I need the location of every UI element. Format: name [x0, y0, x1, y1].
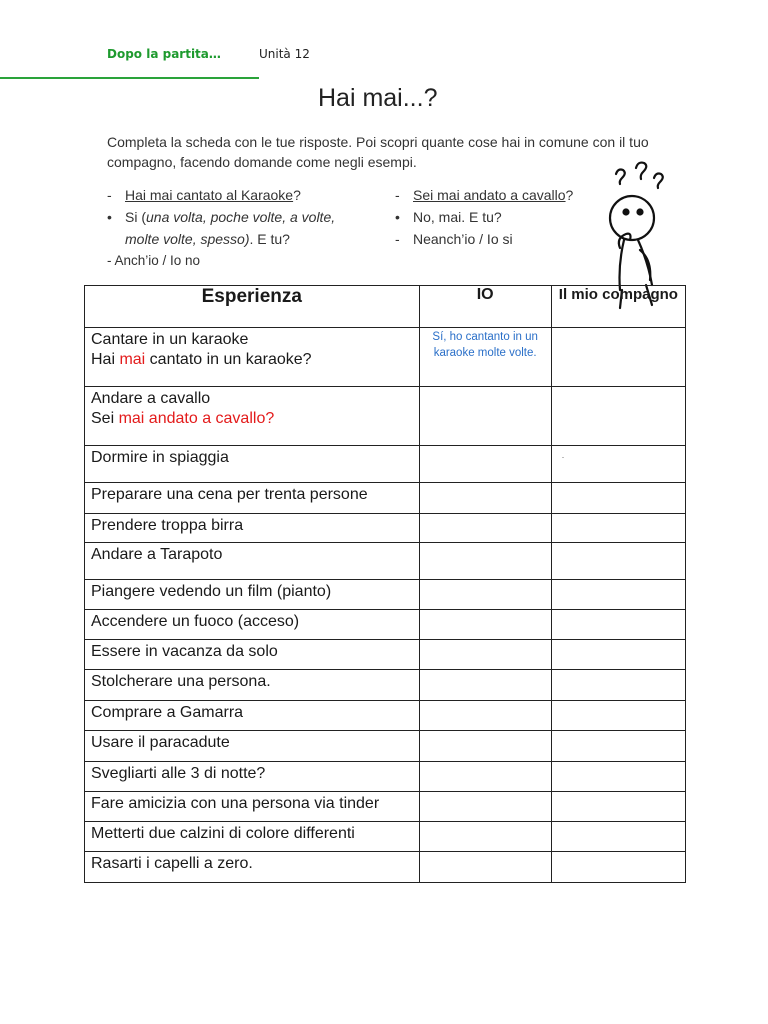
- io-answer-cell[interactable]: [419, 580, 551, 610]
- io-answer-cell[interactable]: [419, 446, 551, 483]
- compagno-answer-cell[interactable]: [551, 580, 685, 610]
- experience-cell: Fare amicizia con una persona via tinder: [85, 792, 420, 822]
- compagno-answer-cell[interactable]: [551, 822, 685, 852]
- example-right-reply: - Neanch’io / Io si: [395, 231, 513, 247]
- io-answer-text: Sí, ho cantanto in un karaoke molte volte.: [432, 331, 538, 359]
- table-row: [85, 762, 686, 792]
- io-answer-cell[interactable]: [419, 670, 551, 701]
- experience-cell: Essere in vacanza da solo: [85, 640, 420, 670]
- table-row: [85, 514, 686, 543]
- question-marks-icon: [616, 163, 663, 188]
- io-answer-cell[interactable]: [419, 640, 551, 670]
- io-answer-cell[interactable]: [419, 483, 551, 514]
- example-right-answer: • No, mai. E tu?: [395, 209, 502, 225]
- column-header-esperienza: Esperienza: [85, 286, 420, 328]
- header-lesson: Dopo la partita…: [107, 47, 221, 61]
- page-title: Hai mai...?: [318, 84, 438, 112]
- compagno-answer-cell[interactable]: [551, 328, 685, 387]
- example-left-reply: - Anch’io / Io no: [107, 253, 201, 268]
- io-answer-cell[interactable]: [419, 701, 551, 731]
- table-row: [85, 580, 686, 610]
- io-answer-cell[interactable]: [419, 792, 551, 822]
- header-rule: [0, 77, 259, 79]
- compagno-answer-cell[interactable]: [551, 731, 685, 762]
- experience-table: [84, 285, 686, 883]
- compagno-answer-cell[interactable]: [551, 670, 685, 701]
- table-row: [85, 483, 686, 514]
- experience-cell: Usare il paracadute: [85, 731, 420, 762]
- table-row: [85, 640, 686, 670]
- example-left: [107, 184, 335, 272]
- table-row: [85, 731, 686, 762]
- table-row: [85, 328, 686, 387]
- column-header-compagno: Il mio compagno: [551, 286, 685, 328]
- table-row: [85, 852, 686, 883]
- experience-cell: Metterti due calzini di colore differenti: [85, 822, 420, 852]
- instructions: Completa la scheda con le tue risposte. Poi scopri quante cose hai in comune con il tuo compagno, facendo domande come negli esempi.: [107, 134, 649, 170]
- experience-cell: Cantare in un karaoke Hai mai cantato in un karaoke?: [85, 328, 420, 387]
- experience-cell: Andare a Tarapoto: [85, 543, 420, 580]
- experience-cell: Accendere un fuoco (acceso): [85, 610, 420, 640]
- experience-cell: Comprare a Gamarra: [85, 701, 420, 731]
- experience-cell: Dormire in spiaggia: [85, 446, 420, 483]
- experience-cell: Prendere troppa birra: [85, 514, 420, 543]
- io-answer-cell[interactable]: [419, 387, 551, 446]
- table-header-row: [85, 286, 686, 328]
- experience-cell: Stolcherare una persona.: [85, 670, 420, 701]
- compagno-answer-cell[interactable]: [551, 792, 685, 822]
- example-right-question: - Sei mai andato a cavallo?: [395, 187, 574, 203]
- io-answer-cell[interactable]: [419, 731, 551, 762]
- experience-cell: Rasarti i capelli a zero.: [85, 852, 420, 883]
- io-answer-cell[interactable]: [419, 852, 551, 883]
- io-answer-cell[interactable]: [419, 762, 551, 792]
- table-row: [85, 792, 686, 822]
- table-row: [85, 610, 686, 640]
- experience-cell: Preparare una cena per trenta persone: [85, 483, 420, 514]
- compagno-answer-cell[interactable]: [551, 483, 685, 514]
- column-header-io: IO: [419, 286, 551, 328]
- example-left-answer: • Si (una volta, poche volte, a volte,: [107, 209, 336, 225]
- table-row: [85, 387, 686, 446]
- experience-cell: Svegliarti alle 3 di notte?: [85, 762, 420, 792]
- compagno-answer-cell[interactable]: [551, 387, 685, 446]
- io-answer-cell[interactable]: [419, 610, 551, 640]
- compagno-answer-cell[interactable]: [551, 543, 685, 580]
- io-answer-cell[interactable]: [419, 822, 551, 852]
- compagno-answer-cell[interactable]: [551, 640, 685, 670]
- table-row: [85, 543, 686, 580]
- example-right: [395, 184, 573, 250]
- table-row: [85, 670, 686, 701]
- compagno-answer-cell[interactable]: .: [551, 446, 685, 483]
- compagno-answer-cell[interactable]: [551, 852, 685, 883]
- experience-cell: Andare a cavallo Sei mai andato a cavallo?: [85, 387, 420, 446]
- table-row: [85, 701, 686, 731]
- io-answer-cell[interactable]: [419, 543, 551, 580]
- example-left-answer-cont: molte volte, spesso). E tu?: [125, 231, 290, 247]
- compagno-answer-cell[interactable]: [551, 701, 685, 731]
- experience-cell: Piangere vedendo un film (pianto): [85, 580, 420, 610]
- io-answer-cell[interactable]: [419, 328, 551, 387]
- example-left-question: - Hai mai cantato al Karaoke?: [107, 187, 301, 203]
- header-unit: Unità 12: [259, 47, 310, 61]
- compagno-answer-cell[interactable]: [551, 610, 685, 640]
- io-answer-cell[interactable]: [419, 514, 551, 543]
- compagno-answer-cell[interactable]: [551, 762, 685, 792]
- compagno-answer-cell[interactable]: [551, 514, 685, 543]
- table-row: [85, 446, 686, 483]
- table-row: [85, 822, 686, 852]
